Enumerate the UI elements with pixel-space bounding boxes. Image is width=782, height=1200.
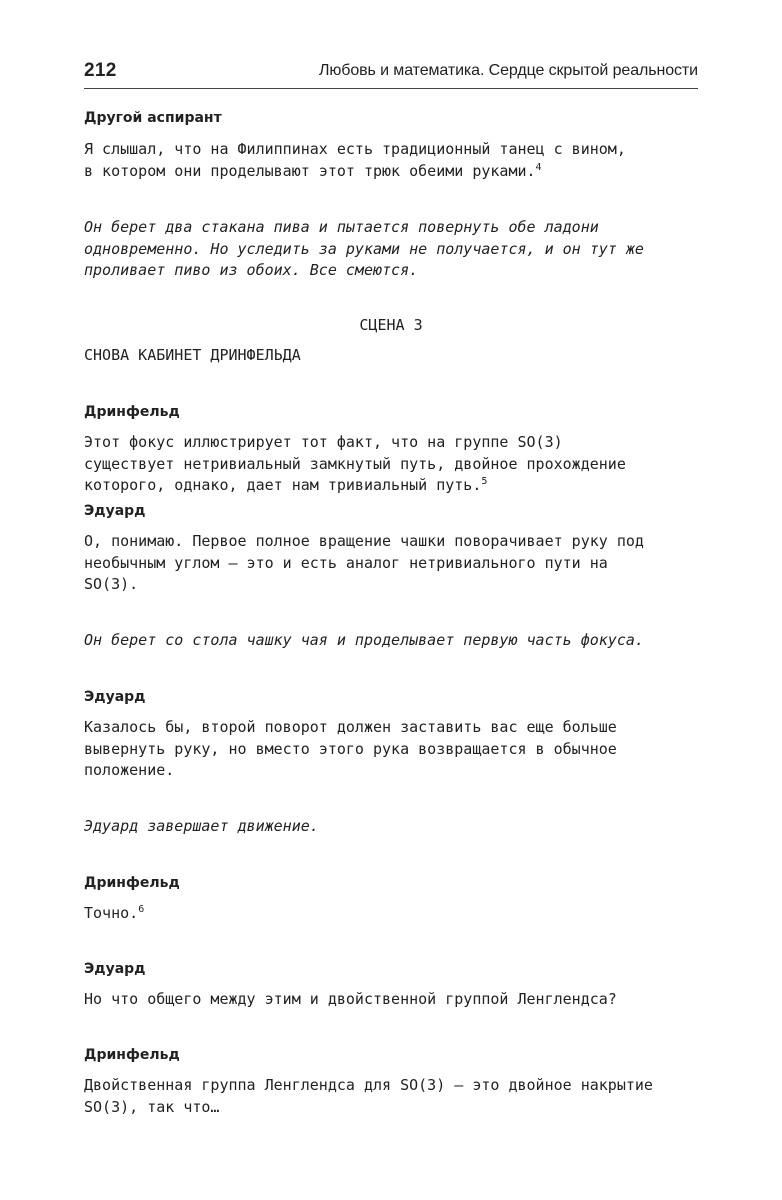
scene-location: СНОВА КАБИНЕТ ДРИНФЕЛЬДА bbox=[84, 346, 301, 364]
scene-location-block bbox=[84, 345, 704, 367]
dialogue-line-text: в котором они проделывают этот трюк обеими руками. bbox=[84, 161, 536, 180]
speaker-name: Дринфельд bbox=[84, 875, 180, 891]
dialogue-block bbox=[84, 689, 704, 705]
speaker-name: Эдуард bbox=[84, 503, 146, 519]
dialogue-block bbox=[84, 110, 704, 126]
dialogue-line: SO(3). bbox=[84, 575, 139, 593]
dialogue-block bbox=[84, 1047, 704, 1063]
dialogue-block bbox=[84, 404, 704, 420]
stage-direction bbox=[84, 816, 704, 838]
dialogue-line: необычным углом — это и есть аналог нетривиального пути на bbox=[84, 553, 608, 572]
speaker-name: Эдуард bbox=[84, 961, 146, 977]
dialogue-line: существует нетривиальный замкнутый путь, двойное прохождение bbox=[84, 454, 626, 473]
dialogue-line bbox=[84, 903, 704, 925]
dialogue-line: вывернуть руку, но вместо этого рука возвращается в обычное bbox=[84, 739, 617, 758]
dialogue-line: Я слышал, что на Филиппинах есть традиционный танец с вином, bbox=[84, 140, 626, 158]
stage-direction bbox=[84, 217, 704, 282]
stage-direction-line: Он берет со стола чашку чая и проделывает первую часть фокуса. bbox=[84, 631, 644, 649]
dialogue-line: Но что общего между этим и двойственной группой Ленглендса? bbox=[84, 990, 617, 1008]
speaker-name: Эдуард bbox=[84, 689, 146, 705]
page-header bbox=[84, 60, 698, 89]
dialogue-line bbox=[84, 475, 704, 497]
dialogue-line: О, понимаю. Первое полное вращение чашки поворачивает руку под bbox=[84, 532, 644, 550]
dialogue-line-text: Точно. bbox=[84, 904, 139, 922]
speaker-name: Дринфельд bbox=[84, 404, 180, 420]
dialogue-line: Казалось бы, второй поворот должен заставить вас еще больше bbox=[84, 718, 617, 736]
dialogue-block bbox=[84, 503, 704, 519]
dialogue-text bbox=[84, 432, 704, 497]
dialogue-line: SO(3), так что… bbox=[84, 1097, 220, 1116]
dialogue-line: Этот фокус иллюстрирует тот факт, что на группе SO(3) bbox=[84, 433, 563, 451]
stage-direction-line: одновременно. Но уследить за руками не получается, и он тут же bbox=[84, 239, 644, 258]
dialogue-line bbox=[84, 161, 704, 183]
running-title: Любовь и математика. Сердце скрытой реальности bbox=[318, 62, 698, 79]
stage-direction bbox=[84, 630, 704, 652]
stage-direction-line: проливает пиво из обоих. Все смеются. bbox=[84, 261, 419, 279]
dialogue-line-text: которого, однако, дает нам тривиальный путь. bbox=[84, 476, 482, 494]
stage-direction-line: Он берет два стакана пива и пытается повернуть обе ладони bbox=[84, 218, 599, 236]
page-number: 212 bbox=[84, 60, 117, 81]
dialogue-text bbox=[84, 989, 704, 1011]
scene-title: СЦЕНА 3 bbox=[359, 316, 423, 334]
speaker-name: Дринфельд bbox=[84, 1047, 180, 1063]
footnote-marker: 6 bbox=[138, 904, 145, 915]
dialogue-line: положение. bbox=[84, 761, 175, 779]
stage-direction-line: Эдуард завершает движение. bbox=[84, 817, 319, 835]
dialogue-text bbox=[84, 1075, 704, 1118]
speaker-name: Другой аспирант bbox=[84, 110, 222, 126]
footnote-marker: 4 bbox=[535, 161, 542, 173]
dialogue-line: Двойственная группа Ленглендса для SO(3) — это двойное накрытие bbox=[84, 1076, 653, 1094]
dialogue-block bbox=[84, 961, 704, 977]
footnote-marker: 5 bbox=[481, 476, 488, 487]
dialogue-text bbox=[84, 139, 704, 182]
dialogue-text bbox=[84, 903, 704, 925]
dialogue-text bbox=[84, 531, 704, 596]
dialogue-text bbox=[84, 717, 704, 782]
dialogue-block bbox=[84, 875, 704, 891]
